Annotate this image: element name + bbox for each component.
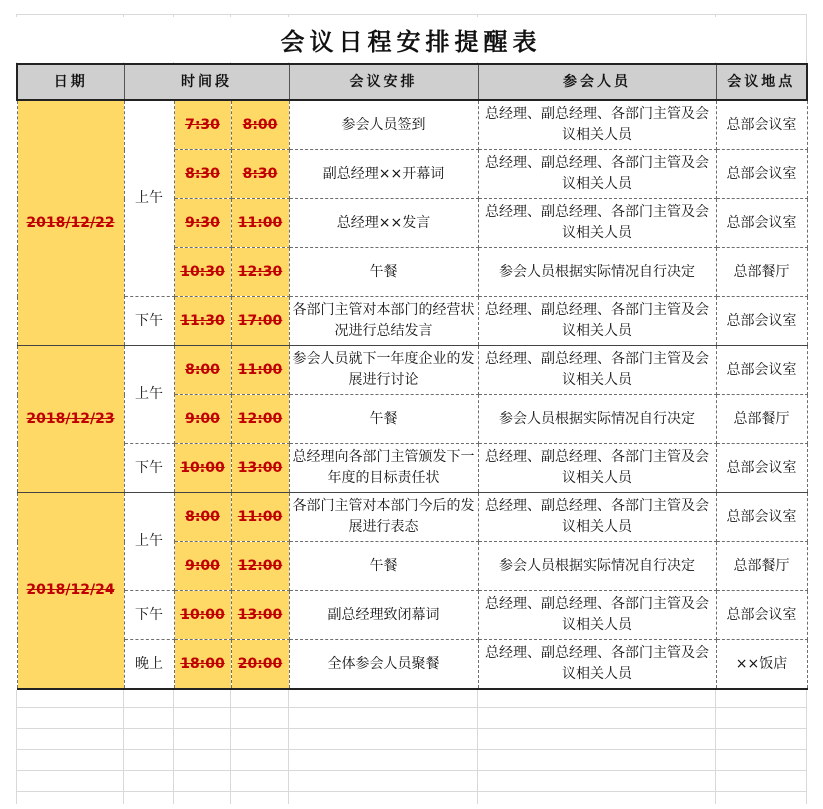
start-time: 10:30 [174,248,231,297]
period-cell: 下午 [124,297,174,346]
date-cell: 2018/12/23 [17,346,124,493]
gridline [16,770,806,771]
location-cell: 总部餐厅 [716,395,807,444]
schedule-table [16,63,808,690]
table-row [17,493,807,542]
gridline [16,728,806,729]
header-location: 会议地点 [716,64,807,100]
start-time: 10:00 [174,591,231,640]
gridline [16,749,806,750]
table-row [17,297,807,346]
period-cell: 下午 [124,444,174,493]
attendees-cell: 参会人员根据实际情况自行决定 [478,248,716,297]
gridline [16,791,806,792]
end-time: 12:00 [231,542,289,591]
agenda-cell: 副总经理××开幕词 [289,150,478,199]
page-title: 会议日程安排提醒表 [16,17,806,62]
agenda-cell: 午餐 [289,395,478,444]
end-time: 11:00 [231,493,289,542]
date-cell: 2018/12/24 [17,493,124,690]
table-row [17,444,807,493]
start-time: 9:30 [174,199,231,248]
location-cell: 总部会议室 [716,591,807,640]
end-time: 12:30 [231,248,289,297]
start-time: 11:30 [174,297,231,346]
start-time: 10:00 [174,444,231,493]
location-cell: 总部会议室 [716,199,807,248]
start-time: 8:00 [174,346,231,395]
agenda-cell: 总经理向各部门主管颁发下一年度的目标责任状 [289,444,478,493]
period-cell: 上午 [124,346,174,444]
attendees-cell: 总经理、副总经理、各部门主管及会议相关人员 [478,640,716,690]
start-time: 8:00 [174,493,231,542]
period-cell: 上午 [124,100,174,297]
gridline [16,707,806,708]
attendees-cell: 总经理、副总经理、各部门主管及会议相关人员 [478,297,716,346]
start-time: 8:30 [174,150,231,199]
header-agenda: 会议安排 [289,64,478,100]
location-cell: 总部餐厅 [716,248,807,297]
attendees-cell: 总经理、副总经理、各部门主管及会议相关人员 [478,493,716,542]
agenda-cell: 参会人员就下一年度企业的发展进行讨论 [289,346,478,395]
attendees-cell: 总经理、副总经理、各部门主管及会议相关人员 [478,199,716,248]
location-cell: 总部会议室 [716,346,807,395]
header-time: 时间段 [124,64,289,100]
agenda-cell: 全体参会人员聚餐 [289,640,478,690]
start-time: 9:00 [174,395,231,444]
period-cell: 下午 [124,591,174,640]
period-cell: 上午 [124,493,174,591]
end-time: 8:00 [231,100,289,150]
gridline [16,14,806,15]
agenda-cell: 总经理××发言 [289,199,478,248]
table-row [17,346,807,395]
period-cell: 晚上 [124,640,174,690]
end-time: 11:00 [231,199,289,248]
attendees-cell: 参会人员根据实际情况自行决定 [478,395,716,444]
agenda-cell: 各部门主管对本部门的经营状况进行总结发言 [289,297,478,346]
location-cell: 总部会议室 [716,297,807,346]
agenda-cell: 副总经理致闭幕词 [289,591,478,640]
table-row [17,591,807,640]
table-row [17,640,807,690]
start-time: 18:00 [174,640,231,690]
date-cell: 2018/12/22 [17,100,124,346]
end-time: 13:00 [231,591,289,640]
header-date: 日期 [17,64,124,100]
attendees-cell: 总经理、副总经理、各部门主管及会议相关人员 [478,100,716,150]
location-cell: 总部会议室 [716,493,807,542]
attendees-cell: 总经理、副总经理、各部门主管及会议相关人员 [478,150,716,199]
end-time: 8:30 [231,150,289,199]
end-time: 11:00 [231,346,289,395]
attendees-cell: 总经理、副总经理、各部门主管及会议相关人员 [478,444,716,493]
end-time: 13:00 [231,444,289,493]
end-time: 20:00 [231,640,289,690]
agenda-cell: 各部门主管对本部门今后的发展进行表态 [289,493,478,542]
location-cell: ××饭店 [716,640,807,690]
table-row [17,100,807,150]
end-time: 17:00 [231,297,289,346]
agenda-cell: 参会人员签到 [289,100,478,150]
location-cell: 总部会议室 [716,150,807,199]
start-time: 9:00 [174,542,231,591]
attendees-cell: 参会人员根据实际情况自行决定 [478,542,716,591]
start-time: 7:30 [174,100,231,150]
agenda-cell: 午餐 [289,248,478,297]
end-time: 12:00 [231,395,289,444]
location-cell: 总部会议室 [716,100,807,150]
header-attendees: 参会人员 [478,64,716,100]
location-cell: 总部餐厅 [716,542,807,591]
location-cell: 总部会议室 [716,444,807,493]
attendees-cell: 总经理、副总经理、各部门主管及会议相关人员 [478,591,716,640]
header-row [17,64,807,100]
attendees-cell: 总经理、副总经理、各部门主管及会议相关人员 [478,346,716,395]
agenda-cell: 午餐 [289,542,478,591]
